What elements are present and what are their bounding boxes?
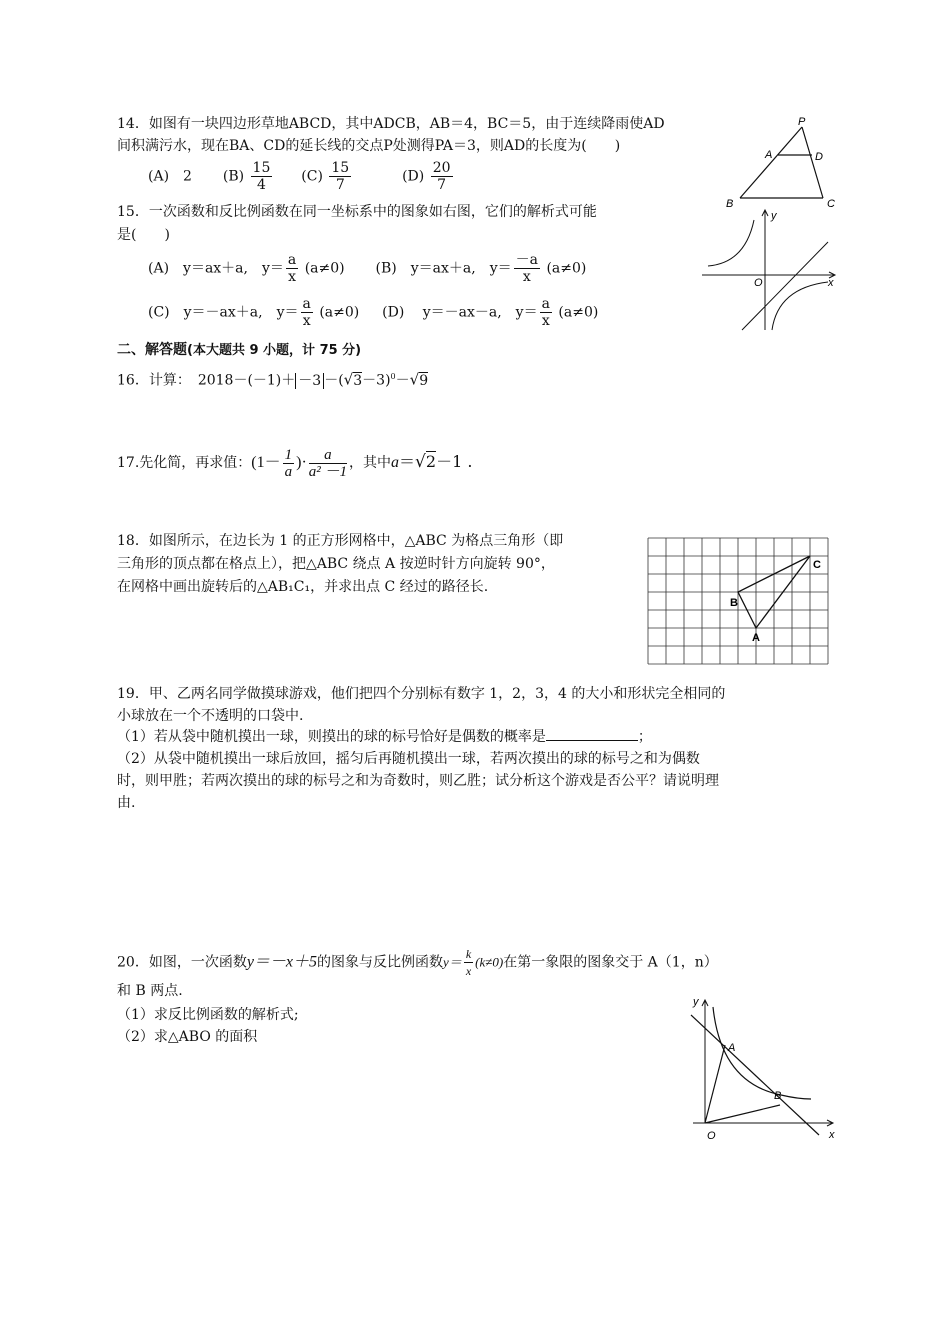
q15-hyperbola-left: [708, 220, 754, 266]
q20-segment-oa: [705, 1045, 725, 1123]
q18-line1: 18．如图所示，在边长为 1 的正方形网格中，△ABC 为格点三角形（即: [117, 533, 564, 549]
q15-option-c: (C) y＝－ax＋a, y＝: [148, 304, 299, 321]
q20-label-y: y: [693, 996, 699, 1008]
q18-line2: 三角形的顶点都在格点上），把△ABC 绕点 A 按逆时针方向旋转 90°，: [117, 556, 555, 572]
q14-option-b-label: (B): [222, 168, 245, 185]
section2-title: 二、解答题: [117, 342, 187, 358]
q19-line3: （1）若从袋中随机摸出一球，则摸出的球的标号恰好是偶数的概率是 ；: [117, 726, 652, 748]
q19-line2: 小球放在一个不透明的口袋中.: [117, 708, 304, 724]
q15-options-cd: (C) y＝－ax＋a, y＝ $\frac{a}{x}$ (a≠0) (D) y＝－ax－a, y＝ $\frac{a}{x}$ (a≠0): [148, 296, 599, 329]
q15-line1: 15．一次函数和反比例函数在同一坐标系中的图象如右图，它们的解析式可能: [117, 204, 597, 220]
q15-option-b-fraction: $\frac{-a}{x}$: [515, 252, 538, 285]
q15-option-b: (B) y＝ax＋a, y＝: [375, 260, 512, 277]
q20-line2: 和 B 两点.: [117, 983, 183, 999]
q15-line2: 是( ): [117, 227, 170, 243]
q20-sub2: （2）求△ABO 的面积: [117, 1029, 258, 1045]
q14-options: [148, 160, 455, 193]
q16-expression: 16．计算： $2018-(-1)+ -3 -(√3-3)^0-√9$: [117, 370, 429, 389]
q17-sqrt2: 2: [425, 452, 437, 471]
q17-expression: 17.先化简，再求值：(1－ $\frac{1}{a}$ )· $\frac{a}{\text{a² －1}}$ ，其中a＝√2－1 .: [117, 446, 473, 480]
q16-abs: －3: [295, 373, 324, 389]
q17-fraction2: $\frac{a}{\text{a² －1}}$: [308, 446, 348, 480]
q15-label-y: y: [771, 210, 777, 222]
q20-line: [691, 1015, 819, 1135]
q15-option-c-fraction: $\frac{a}{x}$: [302, 296, 311, 329]
q14-option-b-fraction: $\frac{15}{4}$: [252, 160, 271, 193]
q14-label-b: B: [726, 198, 734, 210]
q18-grid-figure: [648, 538, 828, 664]
q16-sqrt9: 9: [419, 372, 429, 389]
q19-line1: 19．甲、乙两名同学做摸球游戏，他们把四个分别标有数字 1，2，3，4 的大小和形状完全相同的: [117, 686, 726, 702]
q20-label-b: B: [774, 1090, 782, 1102]
section2-note: (本大题共 9 小题，计 75 分): [187, 343, 362, 358]
q15-figure: [700, 208, 840, 333]
q15-label-o: O: [754, 277, 763, 289]
q18-grid: [648, 538, 828, 664]
q16-sqrt3: 3: [353, 372, 363, 389]
q14-line-bp: [740, 127, 802, 198]
q15-option-d: (D) y＝－ax－a, y＝: [382, 304, 538, 321]
q19-line6: 由.: [117, 795, 136, 811]
q18-label-a: A: [752, 632, 760, 644]
q14-label-c: C: [827, 198, 835, 210]
q15-option-a-fraction: $\frac{a}{x}$: [287, 252, 297, 285]
q17-fraction1: $\frac{1}{a}$: [284, 446, 293, 480]
q18-line3: 在网格中画出旋转后的△AB₁C₁，并求出点 C 经过的路径长.: [117, 579, 489, 595]
q19-answer-blank: [546, 726, 638, 741]
q14-figure: [720, 115, 840, 215]
q14-label-p: P: [798, 116, 806, 128]
q20-label-x: x: [829, 1129, 835, 1141]
q14-line1: 14．如图有一块四边形草地ABCD，其中ADCB，AB＝4，BC＝5，由于连续降雨使AD: [117, 116, 665, 132]
q14-line2: 间积满污水，现在BA、CD的延长线的交点P处测得PA＝3，则AD的长度为( ): [117, 138, 621, 154]
q14-option-c-label: (C): [301, 168, 323, 185]
q19-line4: （2）从袋中随机摸出一球后放回，摇匀后再随机摸出一球，若两次摸出的球的标号之和为偶数: [117, 751, 700, 767]
q14-option-c-fraction: $\frac{15}{7}$: [331, 160, 350, 193]
q15-option-a: (A) y＝ax＋a, y＝: [148, 260, 284, 277]
q20-inverse-fraction: $\frac{k}{x}$: [465, 947, 472, 978]
q20-figure: [683, 995, 838, 1145]
q14-label-a: A: [765, 149, 773, 161]
q14-option-d-label: (D): [402, 168, 425, 185]
q20-sub1: （1）求反比例函数的解析式;: [117, 1007, 299, 1023]
q20-label-a: A: [728, 1042, 736, 1054]
q18-label-c: C: [813, 559, 821, 571]
q15-option-d-fraction: $\frac{a}{x}$: [541, 296, 550, 329]
q20-linear-function: y＝－x＋5: [246, 953, 318, 971]
q18-label-b: B: [730, 597, 738, 609]
q15-label-x: x: [828, 277, 834, 289]
q14-option-a: (A) 2: [148, 168, 192, 185]
q19-line5: 时，则甲胜；若两次摸出的球的标号之和为奇数时，则乙胜；试分析这个游戏是否公平？请说明理: [117, 773, 719, 789]
q20-label-o: O: [707, 1130, 716, 1142]
q15-hyperbola-right: [772, 282, 828, 330]
q20-line1: 20．如图，一次函数y＝－x＋5的图象与反比例函数y＝ $\frac{k}{x}$ (k≠0)在第一象限的图象交于 A（1，n）: [117, 947, 718, 978]
q15-options-ab: (A) y＝ax＋a, y＝ $\frac{a}{x}$ (a≠0) (B) y＝ax＋a, y＝ $\frac{-a}{x}$ (a≠0): [148, 252, 587, 285]
section2-header: [117, 339, 361, 362]
q14-label-d: D: [815, 151, 823, 163]
q14-option-d-fraction: $\frac{20}{7}$: [432, 160, 451, 193]
q20-segment-ob: [705, 1105, 780, 1123]
